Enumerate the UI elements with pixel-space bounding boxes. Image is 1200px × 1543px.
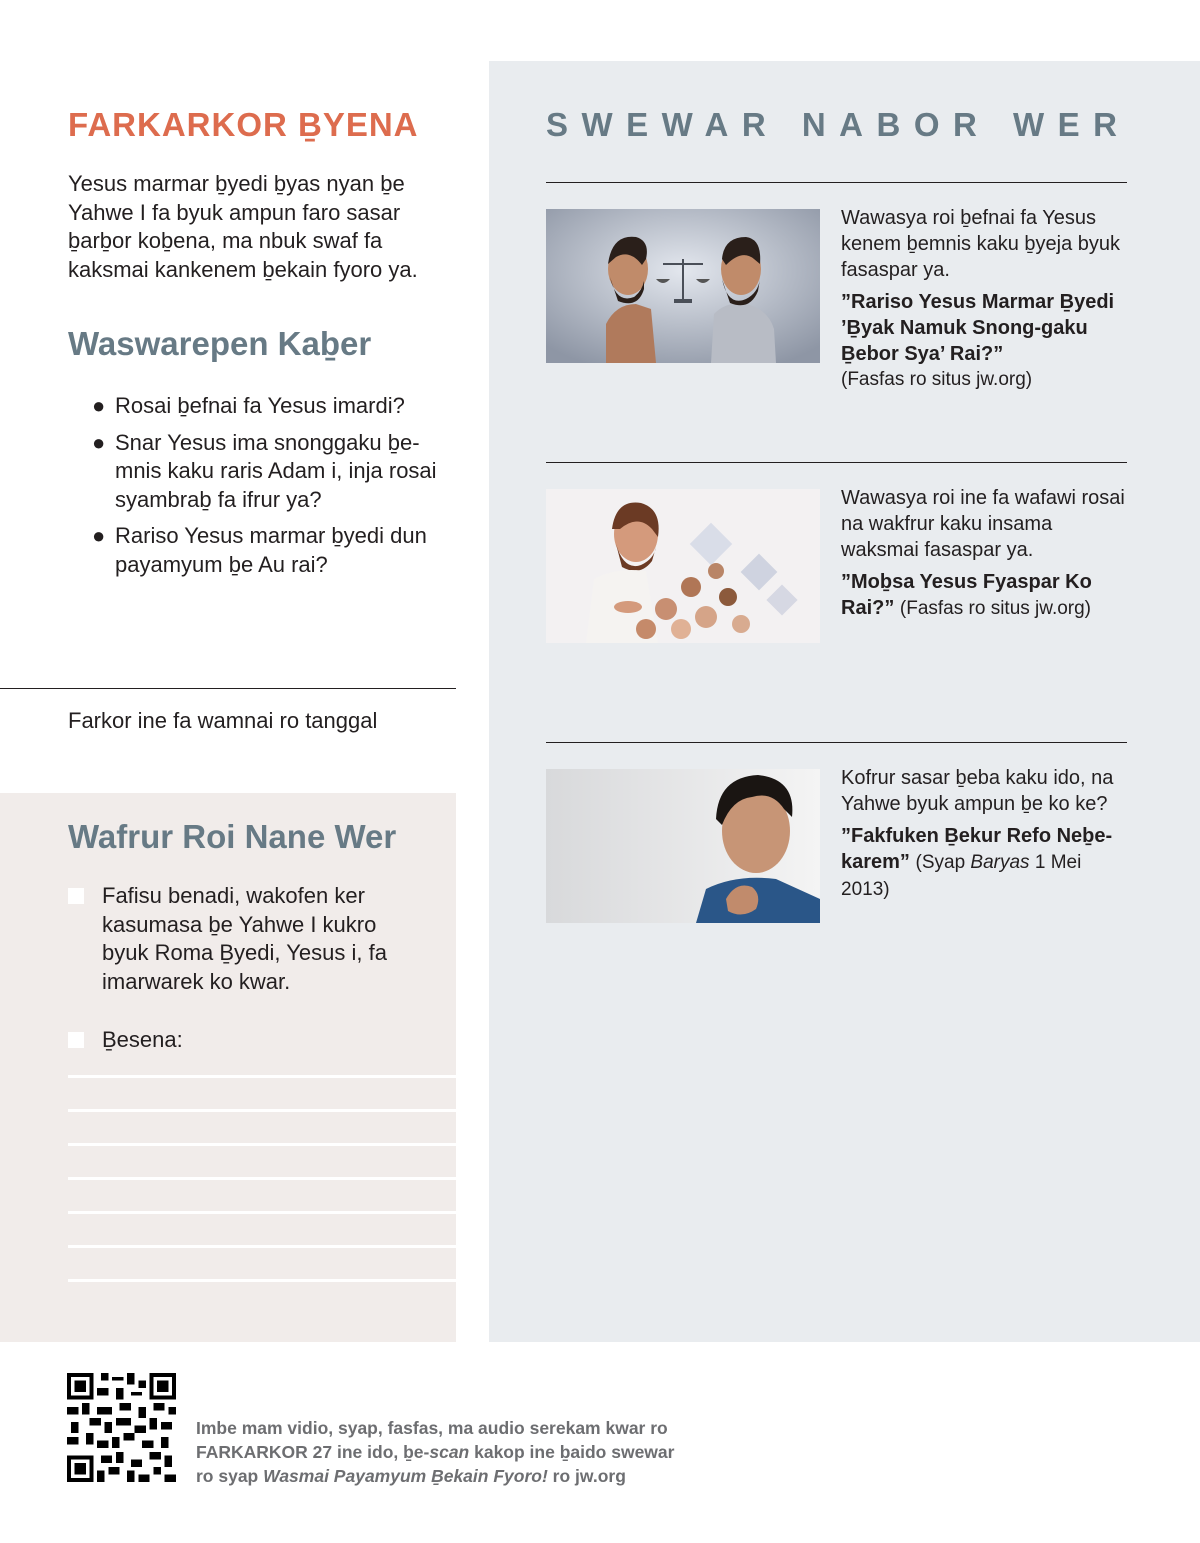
divider — [0, 688, 456, 689]
date-label: Farkor ine fa wamnai ro tanggal — [68, 708, 378, 733]
try-item-assignment: Fafisu benadi, wakofen ker kasumasa ḇe Yahwe I kukro byuk Roma Ḇyedi, Yesus i, fa imarwarek ko kwar. — [68, 882, 428, 996]
qr-code-icon[interactable] — [67, 1373, 176, 1482]
bullet-icon: ● — [92, 429, 106, 455]
item-source: (Syap Baryas 1 Mei 2013) — [841, 852, 1082, 900]
explore-heading: SWEWAR NABOR WER — [546, 106, 1131, 143]
article-title-link[interactable]: ”Moḇsa Yesus Fyaspar Ko Rai?” — [841, 571, 1092, 619]
review-question: ● Snar Yesus ima snonggaku ḇe-mnis kaku raris Adam i, inja rosai syambraḇ fa ifrur ya? — [92, 429, 437, 512]
checkbox[interactable] — [68, 1032, 84, 1048]
item-source: (Fasfas ro situs jw.org) — [899, 598, 1092, 619]
item-source: (Fasfas ro situs jw.org) — [841, 369, 1033, 390]
review-question: ● Rariso Yesus marmar ḇyedi dun payamyum ḇe Au rai? — [92, 523, 427, 577]
summary-text: Yesus marmar ḇyedi ḇyas nyan ḇe Yahwe I fa byuk ampun faro sasar ḇarḇor koḇena, ma nbuk swaf fa kaksmai kankenem ḇekain fyoro ya. — [68, 171, 418, 282]
item-description: Kofrur sasar ḇeba kaku ido, na Yahwe byuk ampun ḇe ko ke? ”Fakfuken Ḇekur Refo Neḇe-karem” (Syap Baryas 1 Mei 2013) — [841, 767, 1114, 900]
review-heading: Waswarepen Kaḇer — [68, 325, 372, 362]
footer-text: Imbe mam vidio, syap, fasfas, ma audio serekam kwar ro FARKARKOR 27 ine ido, ḇe-scan kakop ine ḇaido swewar ro syap Wasmai Payamyum Ḇekain Fyoro! ro jw.org — [196, 1418, 675, 1486]
item-description: Wawasya roi ḇefnai fa Yesus kenem ḇemnis kaku ḇyeja byuk fasaspar ya. ”Rariso Yesus Marmar Ḇyedi ’Ḇyak Namuk Snong-gaku Ḇebor Sya’ Rai?” (Fasfas ro situs jw.org) — [841, 205, 1131, 393]
item-description: Wawasya roi ine fa wafawi rosai na wakfrur kaku insama waksmai fasaspar ya. ”Moḇsa Yesus Fyaspar Ko Rai?” (Fasfas ro situs jw.org) — [841, 487, 1125, 619]
bullet-icon: ● — [92, 393, 106, 418]
jesus-and-people-illustration-icon[interactable] — [546, 489, 820, 643]
review-question-list — [92, 392, 448, 587]
article-title-link[interactable]: ”Fakfuken Ḇekur Refo Neḇe-karem” — [841, 825, 1113, 873]
writing-lines[interactable] — [68, 1075, 456, 1313]
praying-man-photo-icon[interactable] — [546, 769, 820, 923]
checkbox[interactable] — [68, 888, 84, 904]
article-title-link[interactable]: ”Rariso Yesus Marmar Ḇyedi ’Ḇyak Namuk Snong-gaku Ḇebor Sya’ Rai?” — [841, 291, 1115, 365]
try-heading: Wafrur Roi Nane Wer — [68, 818, 397, 855]
divider — [546, 462, 1127, 463]
bullet-icon: ● — [92, 523, 106, 548]
two-men-scale-illustration-icon[interactable] — [546, 209, 820, 363]
divider — [546, 182, 1127, 183]
summary-heading: FARKARKOR ḆYENA — [68, 106, 419, 143]
try-item-other: Ḇesena: — [68, 1026, 428, 1055]
divider — [546, 742, 1127, 743]
review-question: ● Rosai ḇefnai fa Yesus imardi? — [92, 392, 448, 421]
